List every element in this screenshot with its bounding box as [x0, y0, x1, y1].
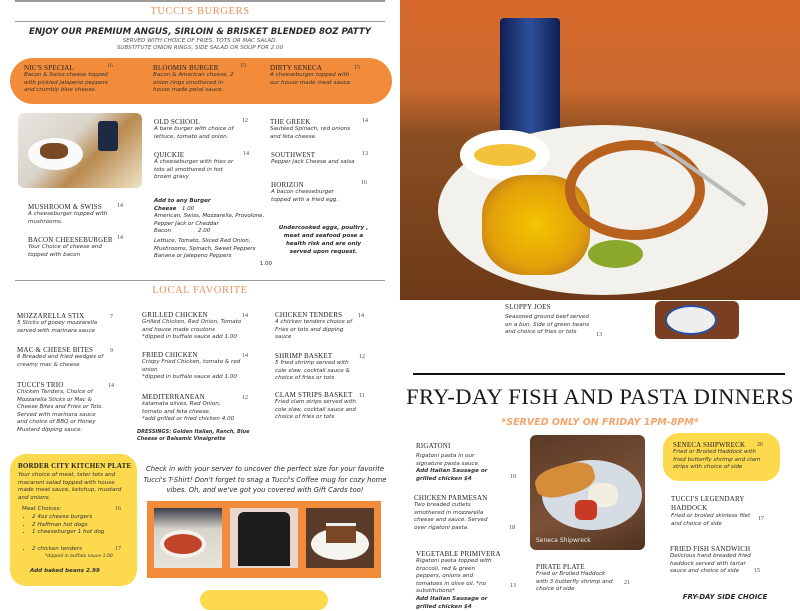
pepsi-cup [500, 18, 560, 133]
menu-item: THE GREEK Sautéed Spinach, red onions and feta cheese. [270, 118, 351, 140]
menu-item: MUSHROOM & SWISS A cheeseburger topped with mushrooms. [28, 203, 108, 225]
kitchen-plate-box: BORDER CITY KITCHEN PLATE Your choice of meat, tater tots and macaroni salad topped with house made meat sauce, ketchup, mustard and onions. Meat Choices: 16 • 2 4oz cheese burgers • 2 Haffman hot dogs • 1 cheeseburger 1 hot dog • 2 chicken tenders 17 *dipped in buffalo sauce 1.00 Add baked beans 2.99 [10, 454, 137, 586]
price: 14 [117, 235, 123, 241]
menu-item: TUCCI'S LEGENDARY HADDOCK Fried or broiled skinless filet and choice of side [671, 495, 751, 527]
burgers-title: TUCCI'S BURGERS [150, 6, 250, 17]
menu-item: MOZZARELLA STIX 5 Sticks of gooey mozzarella served with marinara sauce [17, 312, 98, 334]
health-warning: Undercooked eggs, poultry , meat and seafood pose a health risk and are only served upon request. [278, 225, 369, 255]
burgers-sub1: SERVED WITH CHOICE OF FRIES, TOTS OR MAC SALAD. [122, 38, 278, 44]
burger-plate-photo [400, 0, 800, 300]
yellow-banner [200, 590, 328, 610]
menu-item: QUICKIE A cheeseburger with fries or tots all smothered in hot brown gravy [154, 151, 234, 181]
menu-item: BLOOMIN BURGER Bacon & American cheese, 2 onion rings smothered in house made petal sauce. [153, 64, 234, 94]
menu-item: CLAM STRIPS BASKET Fried clam strips served with cole slaw, cocktail sauce and choice of fries or tots [275, 391, 356, 421]
menu-item: OLD SCHOOL A bare burger with choice of lettuce, tomato and onion. [154, 118, 234, 140]
price: 12 [242, 395, 248, 401]
tshirt-photo [230, 508, 298, 568]
price: 10 [510, 474, 516, 480]
menu-item: MEDITERRANEAN kalamata olives, Red Onion, tomato and feta cheese. *add grilled or fried chicken 4.00 [142, 393, 235, 423]
meat-choice: • 2 4oz cheese burgers [32, 514, 127, 522]
burgers-tagline: ENJOY OUR PREMIUM ANGUS, SIRLOIN & BRISKET BLENDED 8OZ PATTY [29, 27, 371, 37]
side-choice-heading: FRY-DAY SIDE CHOICE [682, 593, 768, 601]
menu-item: GRILLED CHICKEN Grilled Chicken, Red Onion, Tomato and house made croutons *dipped in buffalo sauce add 1.00 [142, 311, 242, 341]
price: 14 [242, 313, 248, 319]
price: 14 [242, 353, 248, 359]
burger-photo [18, 113, 142, 188]
menu-item: FRIED FISH SANDWICH Delicious hand breaded fried haddock served with tartar sauce and choice of side [670, 545, 751, 575]
meat-choice: • 1 cheeseburger 1 hot dog [32, 529, 127, 537]
price: 13 [362, 151, 368, 157]
price: 15 [754, 568, 760, 574]
price: 13 [596, 332, 602, 338]
local-favorite-title: LOCAL FAVORITE [152, 285, 248, 296]
divider [413, 373, 785, 375]
price: 15 [240, 63, 246, 69]
menu-item: SOUTHWEST Pepper Jack Cheese and salsa [271, 151, 355, 165]
menu-item: SLOPPY JOES Seasoned ground beef served on a bun. Side of green beans and choice of fries or tots [505, 303, 590, 336]
burgers-sub2: SUBSTITUTE ONION RINGS, SIDE SALAD OR SOUP FOR 2.00 [116, 45, 284, 51]
fryday-subtitle: *SERVED ONLY ON FRIDAY 1PM-8PM* [501, 417, 699, 428]
menu-item: RIGATONI Rigatoni pasta in our signature pasta sauce. Add Italian Sausage or grilled chicken $4 [416, 442, 488, 482]
menu-item: FRIED CHICKEN Crispy Fried Chicken, tomato & red onion *dipped in buffalo sauce add 1.00 [142, 351, 241, 381]
price: 14 [108, 383, 114, 389]
price: 9 [110, 348, 113, 354]
price: 14 [362, 118, 368, 124]
menu-item: SENECA SHIPWRECK Fried or Broiled Haddock with fried butterfly shrimp and clam strips with choice of side [673, 441, 761, 471]
burger-addons: Add to any Burger Cheese 1.00 American, Swiss, Mozzarella, Provolone, Pepper Jack or Cheddar Bacon 2.00 Lettuce, Tomato, Sliced Red Onion, Mushrooms, Spinach, Sweet Peppers Banana or Jalepeno Peppers 1.00 [154, 198, 272, 267]
price: 12 [242, 118, 248, 124]
menu-item: CHICKEN TENDERS 4 chicken tenders choice of Fries or tots and dipping sauce [275, 311, 353, 341]
sloppy-joe-photo [655, 301, 739, 339]
photo-caption: Seneca Shipwreck [536, 537, 591, 544]
price: 26 [757, 442, 763, 448]
price: 13 [510, 583, 516, 589]
price: 14 [117, 203, 123, 209]
price: 16 [361, 180, 367, 186]
menu-item: VEGETABLE PRIMIVERA Rigatoni pasta topped with broccoli, red & green peppers, onions and tomatoes in olive oil. *no substitutions* Add Italian Sausage or grilled chicken $4 [416, 550, 501, 610]
meat-choice: • 2 Haffman hot dogs [32, 522, 127, 530]
price: 15 [354, 65, 360, 71]
price: 14 [243, 151, 249, 157]
seneca-shipwreck-photo [530, 435, 645, 550]
dressings: DRESSINGS: Golden Italian, Ranch, Blue Cheese or Balsamic Vinaigrette [137, 429, 250, 442]
price: 18 [509, 525, 515, 531]
fryday-title: FRY-DAY FISH AND PASTA DINNERS [406, 384, 794, 409]
price: 14 [358, 313, 364, 319]
price: 7 [110, 314, 113, 320]
merch-promo: Check in with your server to uncover the perfect size for your favorite Tucci's T-Shirt! Don't forget to snag a Tucci's Coffee mug for cozy home vibes. Oh, and we've got you covered with Gift Cards too! [143, 465, 387, 494]
menu-item: CHICKEN PARMESAN Two breaded cutlets smothered in mozzarella cheese and sauce. Served over rigatoni pasta. [414, 494, 488, 531]
menu-item: MAC & CHEESE BITES 6 Breaded and fried wedges of creamy mac & cheese [17, 346, 104, 368]
menu-item: PIRATE PLATE Fried or Broiled Haddock with 3 butterfly shrimp and choice of side [536, 563, 613, 593]
menu-item: HORIZON A bacon cheeseburger topped with a fried egg. [271, 181, 339, 203]
menu-item: SHRIMP BASKET 5 fried shrimp served with cole slaw, cocktail sauce & choice of fries or tots [275, 352, 350, 382]
menu-item: NIC'S SPECIAL Bacon & Swiss cheese topped with pickled jalapeno peppers and crumbly blue cheese. [24, 64, 108, 94]
menu-item: BACON CHEESEBURGER Your Choice of cheese and topped with bacon [28, 236, 113, 258]
soup-photo [154, 508, 222, 568]
price: 12 [359, 354, 365, 360]
price: 16 [107, 63, 113, 69]
merch-photo-strip [147, 501, 381, 578]
menu-item: DIRTY SENECA A cheeseburger topped with our house made meat sauce. [270, 64, 352, 86]
price: 17 [758, 516, 764, 522]
menu-item: TUCCI'S TRIO Chicken Tenders, Choice of Mozzarella Sticks or Mac & Cheese Bites and Fries or Tots. Served with marinara sauce and choice of BBQ or Honey Mustard dipping sauce. [17, 381, 104, 433]
price: 11 [359, 393, 365, 399]
price: 21 [624, 580, 630, 586]
cake-photo [306, 508, 374, 568]
